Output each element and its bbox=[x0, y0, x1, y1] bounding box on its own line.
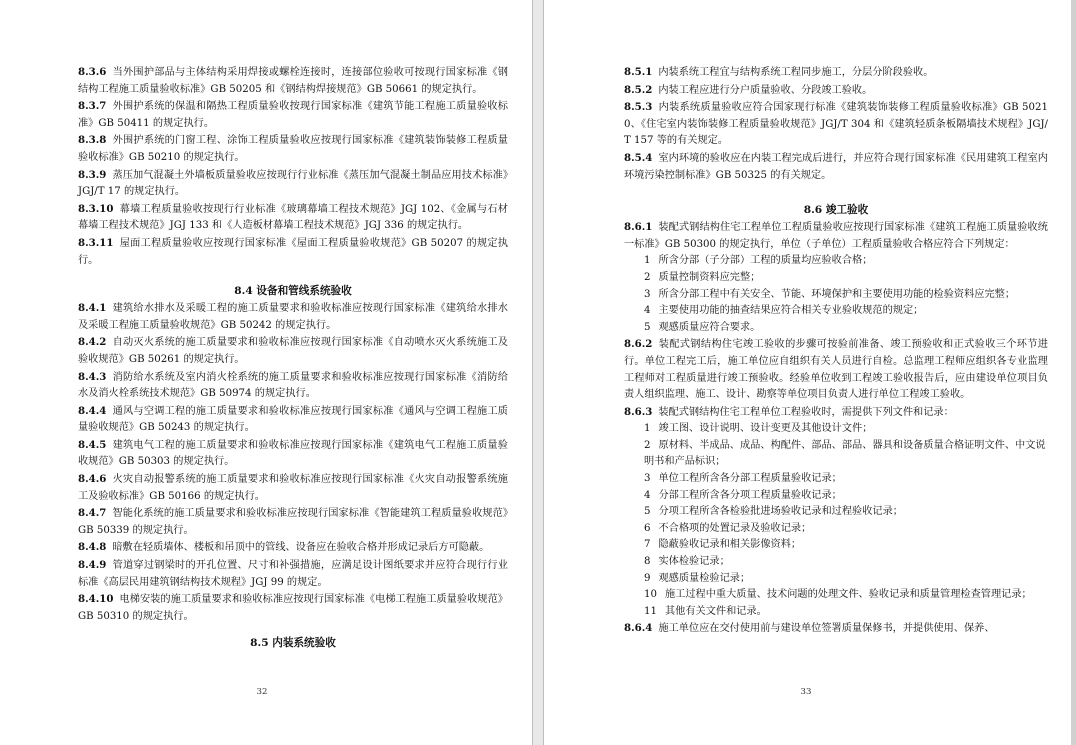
list-item bbox=[624, 287, 1048, 304]
clause-text: 火灾自动报警系统的施工质量要求和验收标准应按现行国家标准《火灾自动报警系统施工及验收标准》GB 50166 的规定执行。 bbox=[78, 474, 508, 502]
item-text: 施工过程中重大质量、技术问题的处理文件、验收记录和质量管理检查管理记录； bbox=[664, 589, 1032, 601]
item-number: 1 bbox=[644, 255, 651, 267]
item-text: 原材料、半成品、成品、构配件、部品、部品、器具和设备质量合格证明文件、中文说明书和产品标识； bbox=[644, 439, 1046, 468]
clause-8-3-11 bbox=[78, 235, 508, 269]
item-number: 8 bbox=[644, 556, 651, 568]
item-number: 3 bbox=[644, 288, 651, 300]
item-number: 5 bbox=[644, 506, 651, 518]
clause-8-5-3 bbox=[624, 99, 1048, 150]
section-heading-8-5: 8.5 内装系统验收 bbox=[250, 637, 336, 650]
clause-8-4-6 bbox=[78, 471, 508, 505]
item-text: 其他有关文件和记录。 bbox=[664, 605, 767, 617]
clause-text: 暗敷在轻质墙体、楼板和吊顶中的管线、设备应在验收合格并形成记录后方可隐蔽。 bbox=[112, 542, 490, 554]
clause-8-6-2 bbox=[624, 336, 1048, 403]
item-text: 实体检验记录； bbox=[658, 556, 730, 568]
clause-number: 8.4.7 bbox=[78, 507, 107, 520]
clause-text: 电梯安装的施工质量要求和验收标准应按现行国家标准《电梯工程施工质量验收规范》GB 50310 的规定执行。 bbox=[78, 594, 508, 622]
clause-8-6-1-items bbox=[624, 253, 1048, 336]
clause-number: 8.6.4 bbox=[624, 622, 653, 635]
clause-text: 内装系统工程宜与结构系统工程同步施工，分层分阶段验收。 bbox=[658, 67, 934, 78]
clause-number: 8.4.3 bbox=[78, 370, 107, 383]
item-number: 2 bbox=[644, 439, 651, 451]
item-text: 观感质量检验记录； bbox=[658, 572, 751, 584]
section-heading-8-6: 8.6 竣工验收 bbox=[803, 204, 869, 217]
clause-8-6-1 bbox=[624, 219, 1048, 253]
clause-text: 建筑电气工程的施工质量要求和验收标准应按现行国家标准《建筑电气工程施工质量验收规范》GB 50303 的规定执行。 bbox=[78, 439, 508, 468]
spacer bbox=[624, 184, 1048, 202]
list-item bbox=[624, 320, 1048, 337]
clause-number: 8.3.10 bbox=[78, 202, 114, 215]
clause-text: 管道穿过钢梁时的开孔位置、尺寸和补强措施，应满足设计图纸要求并应符合现行行业标准《高层民用建筑钢结构技术规程》JGJ 99 的规定。 bbox=[78, 560, 508, 588]
item-number: 7 bbox=[644, 539, 651, 551]
clause-text: 智能化系统的施工质量要求和验收标准应按现行国家标准《智能建筑工程质量验收规范》GB 50339 的规定执行。 bbox=[78, 508, 508, 536]
clause-number: 8.4.2 bbox=[78, 336, 107, 349]
page-gutter bbox=[532, 0, 544, 745]
clause-number: 8.3.8 bbox=[78, 134, 107, 147]
clause-text: 内装工程应进行分户质量验收、分段竣工验收。 bbox=[658, 84, 873, 96]
clause-8-4-8 bbox=[78, 539, 508, 557]
list-item bbox=[624, 488, 1048, 505]
clause-8-5-4 bbox=[624, 150, 1048, 184]
section-8-3-list bbox=[78, 64, 508, 269]
clause-number: 8.4.8 bbox=[78, 541, 107, 554]
clause-text: 装配式钢结构住宅竣工验收的步骤可按验前准备、竣工预验收和正式验收三个环节进行。单位工程完工后，施工单位应自组织有关人员进行自检。总监理工程师应组织各专业监理工程师对工程质量进行竣工预验收。经验单位收到工程竣工验收报告后，应由建设单位项目负责人组织监理、施工、设计、勘察等单位项目负责人进行单位工程竣工验收。 bbox=[624, 339, 1048, 401]
clause-number: 8.4.1 bbox=[78, 302, 107, 315]
clause-8-6-4 bbox=[624, 620, 1048, 638]
clause-number: 8.3.7 bbox=[78, 100, 107, 113]
item-number: 3 bbox=[644, 473, 651, 485]
clause-8-4-3 bbox=[78, 369, 508, 403]
item-number: 11 bbox=[644, 605, 657, 617]
clause-number: 8.3.6 bbox=[78, 66, 107, 78]
item-number: 10 bbox=[644, 589, 657, 601]
clause-8-5-2 bbox=[624, 82, 1048, 100]
clause-text: 装配式钢结构住宅工程单位工程质量验收应按现行国家标准《建筑工程施工质量验收统一标准》GB 50300 的规定执行，单位（子单位）工程质量验收合格应符合下列规定： bbox=[624, 222, 1048, 250]
clause-number: 8.3.11 bbox=[78, 236, 114, 249]
section-8-4-list bbox=[78, 300, 508, 625]
list-item bbox=[624, 604, 1048, 621]
item-text: 所含分部工程中有关安全、节能、环境保护和主要使用功能的检验资料应完整； bbox=[658, 288, 1016, 300]
section-8-5-list bbox=[624, 64, 1048, 184]
item-text: 隐蔽验收记录和相关影像资料； bbox=[658, 539, 802, 551]
clause-text: 自动灭火系统的施工质量要求和验收标准应按现行国家标准《自动喷水灭火系统施工及验收规范》GB 50261 的规定执行。 bbox=[78, 337, 508, 365]
list-item bbox=[624, 554, 1048, 571]
item-number: 4 bbox=[644, 305, 651, 317]
clause-8-4-4 bbox=[78, 403, 508, 437]
list-item bbox=[624, 504, 1048, 521]
clause-number: 8.3.9 bbox=[78, 168, 107, 181]
item-number: 4 bbox=[644, 489, 651, 501]
clause-8-3-8 bbox=[78, 132, 508, 166]
item-text: 所含分部（子分部）工程的质量均应验收合格； bbox=[658, 255, 873, 267]
clause-number: 8.4.9 bbox=[78, 559, 107, 572]
item-text: 质量控制资料应完整； bbox=[658, 271, 761, 283]
clause-8-5-1 bbox=[624, 64, 1048, 82]
clause-text: 外围护系统的保温和隔热工程质量验收按现行国家标准《建筑节能工程施工质量验收标准》GB 50411 的规定执行。 bbox=[78, 101, 508, 129]
item-text: 观感质量应符合要求。 bbox=[658, 321, 761, 333]
clause-number: 8.6.3 bbox=[624, 405, 653, 418]
list-item bbox=[624, 471, 1048, 488]
clause-number: 8.4.4 bbox=[78, 404, 107, 417]
clause-8-3-6 bbox=[78, 64, 508, 98]
right-page bbox=[544, 0, 1076, 745]
clause-8-4-9 bbox=[78, 557, 508, 591]
item-text: 分部工程所含各分项工程质量验收记录； bbox=[658, 489, 842, 501]
item-text: 主要使用功能的抽查结果应符合相关专业验收规范的规定； bbox=[658, 305, 924, 317]
item-number: 2 bbox=[644, 271, 651, 283]
list-item bbox=[624, 571, 1048, 588]
clause-number: 8.6.1 bbox=[624, 221, 653, 234]
list-item bbox=[624, 587, 1048, 604]
left-page bbox=[0, 0, 532, 745]
clause-number: 8.4.5 bbox=[78, 438, 107, 451]
item-text: 不合格项的处置记录及验收记录； bbox=[658, 522, 812, 534]
page-number: 32 bbox=[256, 687, 268, 697]
item-text: 单位工程所含各分部工程质量验收记录； bbox=[658, 473, 842, 485]
list-item bbox=[624, 303, 1048, 320]
clause-number: 8.5.4 bbox=[624, 151, 653, 164]
list-item bbox=[624, 521, 1048, 538]
clause-text: 幕墙工程质量验收按现行行业标准《玻璃幕墙工程技术规范》JGJ 102、《金属与石材幕墙工程技术规范》JGJ 133 和《人造板材幕墙工程技术规范》JGJ 336 的规定执行。 bbox=[78, 203, 508, 232]
scrollbar[interactable] bbox=[1071, 0, 1076, 745]
spacer bbox=[78, 269, 508, 283]
page-number: 33 bbox=[800, 687, 812, 697]
clause-text: 通风与空调工程的施工质量要求和验收标准应按现行国家标准《通风与空调工程施工质量验收规范》GB 50243 的规定执行。 bbox=[78, 405, 508, 434]
clause-text: 蒸压加气混凝土外墙板质量验收应按现行行业标准《蒸压加气混凝土制品应用技术标准》JGJ/T 17 的规定执行。 bbox=[78, 169, 508, 198]
list-item bbox=[624, 421, 1048, 438]
clause-text: 建筑给水排水及采暖工程的施工质量要求和验收标准应按现行国家标准《建筑给水排水及采暖工程施工质量验收规范》GB 50242 的规定执行。 bbox=[78, 303, 508, 331]
clause-number: 8.4.6 bbox=[78, 473, 107, 486]
list-item bbox=[624, 438, 1048, 471]
item-text: 竣工图、设计说明、设计变更及其他设计文件； bbox=[658, 423, 873, 435]
clause-8-4-2 bbox=[78, 334, 508, 368]
clause-number: 8.6.2 bbox=[624, 338, 653, 351]
item-text: 分项工程所含各检验批进场验收记录和过程验收记录； bbox=[658, 506, 903, 518]
list-item bbox=[624, 537, 1048, 554]
clause-8-3-10 bbox=[78, 201, 508, 235]
section-heading-8-4: 8.4 设备和管线系统验收 bbox=[234, 285, 352, 298]
item-number: 9 bbox=[644, 572, 651, 584]
clause-text: 消防给水系统及室内消火栓系统的施工质量要求和验收标准应按现行国家标准《消防给水及消火栓系统技术规范》GB 50974 的规定执行。 bbox=[78, 371, 508, 400]
list-item bbox=[624, 270, 1048, 287]
clause-number: 8.5.1 bbox=[624, 66, 653, 78]
clause-text: 施工单位应在交付使用前与建设单位签署质量保修书，并提供使用、保养、 bbox=[658, 623, 995, 635]
clause-number: 8.4.10 bbox=[78, 593, 114, 606]
clause-8-4-7 bbox=[78, 505, 508, 539]
clause-text: 外围护系统的门窗工程、涂饰工程质量验收应按现行国家标准《建筑装饰装修工程质量验收标准》GB 50210 的规定执行。 bbox=[78, 135, 508, 163]
item-number: 5 bbox=[644, 321, 651, 333]
clause-8-3-9 bbox=[78, 167, 508, 201]
clause-8-3-7 bbox=[78, 98, 508, 132]
item-number: 1 bbox=[644, 423, 651, 435]
clause-number: 8.5.3 bbox=[624, 101, 653, 114]
clause-text: 装配式钢结构住宅工程单位工程验收时，需提供下列文件和记录： bbox=[658, 406, 954, 418]
clause-8-4-10 bbox=[78, 591, 508, 625]
clause-8-4-5 bbox=[78, 437, 508, 471]
clause-text: 当外围护部品与主体结构采用焊接或螺栓连接时，连接部位验收可按现行国家标准《钢结构工程施工质量验收标准》GB 50205 和《钢结构焊接规范》GB 50661 的规定执行。 bbox=[78, 67, 508, 95]
clause-text: 屋面工程质量验收应按现行国家标准《屋面工程质量验收规范》GB 50207 的规定执行。 bbox=[78, 237, 508, 266]
clause-number: 8.5.2 bbox=[624, 83, 653, 96]
clause-8-6-3 bbox=[624, 404, 1048, 422]
clause-8-6-3-items bbox=[624, 421, 1048, 620]
list-item bbox=[624, 253, 1048, 270]
item-number: 6 bbox=[644, 522, 651, 534]
clause-text: 内装系统质量验收应符合国家现行标准《建筑装饰装修工程质量验收标准》GB 50210、《住宅室内装饰装修工程质量验收规范》JGJ/T 304 和《建筑轻质条板隔墙技术规程》JGJ/T 157 等的有关规定。 bbox=[624, 102, 1048, 147]
clause-8-4-1 bbox=[78, 300, 508, 334]
spacer bbox=[78, 625, 508, 635]
clause-text: 室内环境的验收应在内装工程完成后进行，并应符合现行国家标准《民用建筑工程室内环境污染控制标准》GB 50325 的有关规定。 bbox=[624, 152, 1048, 181]
